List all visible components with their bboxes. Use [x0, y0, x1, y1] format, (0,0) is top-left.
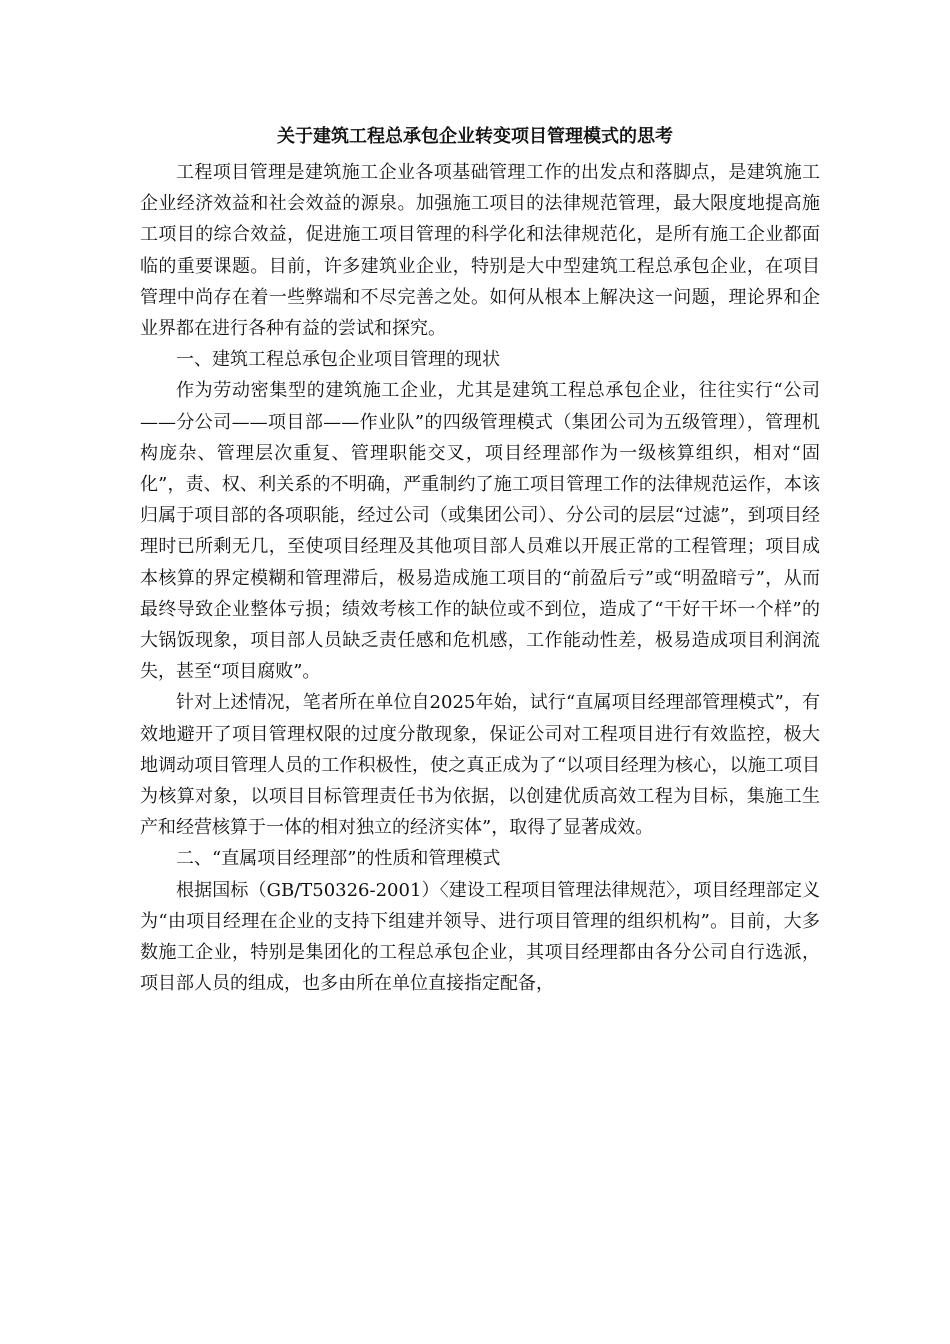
- section-heading-1: 一、建筑工程总承包企业项目管理的现状: [176, 349, 500, 371]
- document-title: 关于建筑工程总承包企业转变项目管理模式的思考: [277, 126, 673, 147]
- paragraph-intro: 工程项目管理是建筑施工企业各项基础管理工作的出发点和落脚点，是建筑施工企业经济效益和社会效益的源泉。加强施工项目的法律规范管理，最大限度地提高施工项目的综合效益，促进施工项目管理的科学化和法律规范化，是所有施工企业都面临的重要课题。目前，许多建筑业企业，特别是大中型建筑工程总承包企业，在项目管理中尚存在着一些弊端和不尽完善之处。如何从根本上解决这一问题，理论界和企业界都在进行各种有益的尝试和探究。: [140, 162, 820, 340]
- paragraph-definition: 根据国标（GB/T50326-2001）〈建设工程项目管理法律规范〉，项目经理部定义为“由项目经理在企业的支持下组建并领导、进行项目管理的组织机构”。目前，大多数施工企业，特别是集团化的工程总承包企业，其项目经理都由各分公司自行选派，项目部人员的组成，也多由所在单位直接指定配备，: [140, 879, 820, 995]
- paragraph-trial: 针对上述情况，笔者所在单位自2025年始，试行“直属项目经理部管理模式”，有效地避开了项目管理权限的过度分散现象，保证公司对工程项目进行有效监控，极大地调动项目管理人员的工作积极性，使之真正成为了“以项目经理为核心，以施工项目为核算对象，以项目目标管理责任书为依据，以创建优质高效工程为目标，集施工生产和经营核算于一体的相对独立的经济实体”，取得了显著成效。: [140, 692, 820, 839]
- section-heading-2: 二、“直属项目经理部”的性质和管理模式: [176, 848, 501, 870]
- document-body: [140, 157, 820, 999]
- paragraph-status: 作为劳动密集型的建筑施工企业，尤其是建筑工程总承包企业，往往实行“公司——分公司——项目部——作业队”的四级管理模式（集团公司为五级管理），管理机构庞杂、管理层次重复、管理职能交叉，项目经理部作为一级核算组织，相对“固化”，责、权、利关系的不明确，严重制约了施工项目管理工作的法律规范运作，本该归属于项目部的各项职能，经过公司（或集团公司）、分公司的层层“过滤”，到项目经理时已所剩无几，至使项目经理及其他项目部人员难以开展正常的工程管理；项目成本核算的界定模糊和管理滞后，极易造成施工项目的“前盈后亏”或“明盈暗亏”，从而最终导致企业整体亏损；绩效考核工作的缺位或不到位，造成了“干好干坏一个样”的大锅饭现象，项目部人员缺乏责任感和危机感，工作能动性差，极易造成项目利润流失，甚至“项目腐败”。: [140, 380, 820, 683]
